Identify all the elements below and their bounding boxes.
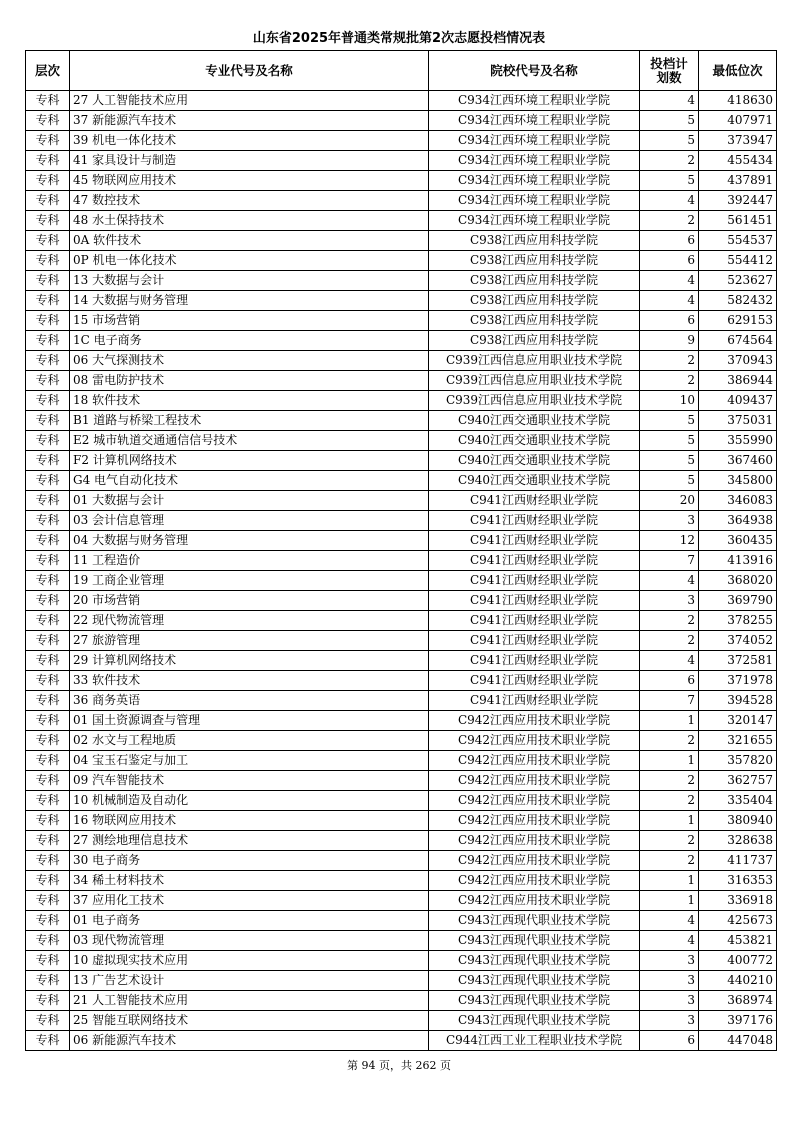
cell-level: 专科 (26, 471, 70, 491)
cell-level: 专科 (26, 291, 70, 311)
cell-plan: 2 (640, 831, 699, 851)
cell-plan: 6 (640, 671, 699, 691)
cell-plan: 4 (640, 271, 699, 291)
cell-plan: 6 (640, 251, 699, 271)
cell-major: 37 应用化工技术 (70, 891, 429, 911)
cell-level: 专科 (26, 171, 70, 191)
page-title: 山东省2025年普通类常规批第2次志愿投档情况表 (252, 31, 546, 46)
cell-plan: 1 (640, 711, 699, 731)
cell-level: 专科 (26, 871, 70, 891)
cell-school: C941江西财经职业学院 (429, 511, 640, 531)
cell-major: B1 道路与桥梁工程技术 (70, 411, 429, 431)
cell-level: 专科 (26, 551, 70, 571)
cell-major: 19 工商企业管理 (70, 571, 429, 591)
table-row (26, 731, 777, 751)
cell-rank: 409437 (699, 391, 777, 411)
cell-rank: 370943 (699, 351, 777, 371)
cell-major: 09 汽车智能技术 (70, 771, 429, 791)
cell-plan: 3 (640, 1011, 699, 1031)
cell-rank: 440210 (699, 971, 777, 991)
cell-major: 01 电子商务 (70, 911, 429, 931)
table-row (26, 791, 777, 811)
cell-major: 41 家具设计与制造 (70, 151, 429, 171)
table-row (26, 191, 777, 211)
cell-major: 02 水文与工程地质 (70, 731, 429, 751)
cell-rank: 321655 (699, 731, 777, 751)
table-row (26, 471, 777, 491)
cell-school: C942江西应用技术职业学院 (429, 811, 640, 831)
cell-major: 27 测绘地理信息技术 (70, 831, 429, 851)
table-row (26, 551, 777, 571)
cell-rank: 368974 (699, 991, 777, 1011)
cell-major: 0P 机电一体化技术 (70, 251, 429, 271)
cell-plan: 1 (640, 751, 699, 771)
cell-school: C941江西财经职业学院 (429, 631, 640, 651)
cell-level: 专科 (26, 691, 70, 711)
cell-plan: 5 (640, 471, 699, 491)
cell-school: C939江西信息应用职业技术学院 (429, 391, 640, 411)
cell-rank: 674564 (699, 331, 777, 351)
cell-school: C941江西财经职业学院 (429, 651, 640, 671)
table-row (26, 951, 777, 971)
header-rank: 最低位次 (699, 51, 777, 91)
cell-rank: 386944 (699, 371, 777, 391)
table-row (26, 111, 777, 131)
cell-plan: 1 (640, 811, 699, 831)
cell-level: 专科 (26, 931, 70, 951)
cell-rank: 345800 (699, 471, 777, 491)
cell-plan: 3 (640, 951, 699, 971)
cell-level: 专科 (26, 331, 70, 351)
cell-plan: 4 (640, 191, 699, 211)
cell-major: G4 电气自动化技术 (70, 471, 429, 491)
cell-rank: 437891 (699, 171, 777, 191)
cell-rank: 360435 (699, 531, 777, 551)
cell-rank: 372581 (699, 651, 777, 671)
cell-plan: 7 (640, 691, 699, 711)
cell-school: C942江西应用技术职业学院 (429, 711, 640, 731)
cell-school: C941江西财经职业学院 (429, 671, 640, 691)
cell-level: 专科 (26, 431, 70, 451)
cell-level: 专科 (26, 851, 70, 871)
cell-level: 专科 (26, 711, 70, 731)
cell-school: C944江西工业工程职业技术学院 (429, 1031, 640, 1051)
cell-level: 专科 (26, 231, 70, 251)
cell-plan: 2 (640, 211, 699, 231)
cell-major: 30 电子商务 (70, 851, 429, 871)
cell-plan: 5 (640, 431, 699, 451)
cell-major: 04 宝玉石鉴定与加工 (70, 751, 429, 771)
cell-major: 48 水土保持技术 (70, 211, 429, 231)
cell-plan: 5 (640, 451, 699, 471)
cell-school: C938江西应用科技学院 (429, 291, 640, 311)
cell-rank: 413916 (699, 551, 777, 571)
cell-level: 专科 (26, 151, 70, 171)
cell-level: 专科 (26, 631, 70, 651)
cell-rank: 453821 (699, 931, 777, 951)
cell-major: 27 旅游管理 (70, 631, 429, 651)
cell-plan: 10 (640, 391, 699, 411)
cell-school: C942江西应用技术职业学院 (429, 791, 640, 811)
cell-major: 03 现代物流管理 (70, 931, 429, 951)
cell-level: 专科 (26, 591, 70, 611)
cell-major: 0A 软件技术 (70, 231, 429, 251)
cell-school: C943江西现代职业技术学院 (429, 991, 640, 1011)
cell-plan: 12 (640, 531, 699, 551)
cell-school: C940江西交通职业技术学院 (429, 471, 640, 491)
table-row (26, 151, 777, 171)
cell-school: C942江西应用技术职业学院 (429, 891, 640, 911)
cell-school: C941江西财经职业学院 (429, 491, 640, 511)
table-row (26, 971, 777, 991)
table-row (26, 771, 777, 791)
table-row (26, 171, 777, 191)
cell-level: 专科 (26, 211, 70, 231)
cell-major: 16 物联网应用技术 (70, 811, 429, 831)
cell-plan: 5 (640, 171, 699, 191)
header-plan: 投档计划数 (640, 51, 699, 91)
cell-level: 专科 (26, 531, 70, 551)
page-footer: 第 94 页，共 262 页 (347, 1059, 451, 1072)
cell-major: 33 软件技术 (70, 671, 429, 691)
cell-school: C942江西应用技术职业学院 (429, 751, 640, 771)
cell-school: C934江西环境工程职业学院 (429, 171, 640, 191)
cell-level: 专科 (26, 451, 70, 471)
cell-level: 专科 (26, 311, 70, 331)
cell-rank: 582432 (699, 291, 777, 311)
cell-school: C938江西应用科技学院 (429, 271, 640, 291)
cell-rank: 400772 (699, 951, 777, 971)
cell-major: 21 人工智能技术应用 (70, 991, 429, 1011)
cell-major: 04 大数据与财务管理 (70, 531, 429, 551)
cell-major: 11 工程造价 (70, 551, 429, 571)
cell-school: C934江西环境工程职业学院 (429, 211, 640, 231)
table-row (26, 271, 777, 291)
cell-rank: 425673 (699, 911, 777, 931)
cell-major: 1C 电子商务 (70, 331, 429, 351)
cell-plan: 3 (640, 591, 699, 611)
cell-level: 专科 (26, 411, 70, 431)
cell-school: C941江西财经职业学院 (429, 551, 640, 571)
table-row (26, 231, 777, 251)
cell-school: C934江西环境工程职业学院 (429, 91, 640, 111)
cell-level: 专科 (26, 751, 70, 771)
cell-plan: 5 (640, 411, 699, 431)
cell-school: C943江西现代职业技术学院 (429, 951, 640, 971)
cell-rank: 418630 (699, 91, 777, 111)
cell-plan: 4 (640, 651, 699, 671)
cell-plan: 2 (640, 851, 699, 871)
cell-plan: 6 (640, 231, 699, 251)
table-row (26, 311, 777, 331)
table-row (26, 611, 777, 631)
cell-major: 27 人工智能技术应用 (70, 91, 429, 111)
cell-plan: 2 (640, 631, 699, 651)
cell-school: C941江西财经职业学院 (429, 611, 640, 631)
table-row (26, 991, 777, 1011)
cell-level: 专科 (26, 491, 70, 511)
cell-rank: 378255 (699, 611, 777, 631)
cell-major: 14 大数据与财务管理 (70, 291, 429, 311)
table-row (26, 451, 777, 471)
cell-plan: 4 (640, 911, 699, 931)
cell-school: C934江西环境工程职业学院 (429, 151, 640, 171)
cell-rank: 316353 (699, 871, 777, 891)
cell-major: 15 市场营销 (70, 311, 429, 331)
cell-school: C938江西应用科技学院 (429, 311, 640, 331)
cell-major: 10 虚拟现实技术应用 (70, 951, 429, 971)
cell-level: 专科 (26, 971, 70, 991)
cell-school: C941江西财经职业学院 (429, 691, 640, 711)
table-row (26, 911, 777, 931)
cell-school: C942江西应用技术职业学院 (429, 771, 640, 791)
cell-rank: 455434 (699, 151, 777, 171)
cell-plan: 4 (640, 571, 699, 591)
cell-rank: 523627 (699, 271, 777, 291)
cell-school: C938江西应用科技学院 (429, 251, 640, 271)
cell-rank: 369790 (699, 591, 777, 611)
cell-level: 专科 (26, 891, 70, 911)
table-row (26, 371, 777, 391)
cell-school: C943江西现代职业技术学院 (429, 971, 640, 991)
cell-major: 06 新能源汽车技术 (70, 1031, 429, 1051)
cell-plan: 4 (640, 931, 699, 951)
cell-rank: 394528 (699, 691, 777, 711)
cell-school: C943江西现代职业技术学院 (429, 911, 640, 931)
table-row (26, 91, 777, 111)
table-row (26, 891, 777, 911)
cell-level: 专科 (26, 571, 70, 591)
cell-school: C940江西交通职业技术学院 (429, 451, 640, 471)
cell-school: C943江西现代职业技术学院 (429, 1011, 640, 1031)
cell-level: 专科 (26, 131, 70, 151)
cell-rank: 371978 (699, 671, 777, 691)
cell-plan: 1 (640, 891, 699, 911)
cell-school: C938江西应用科技学院 (429, 231, 640, 251)
cell-major: 06 大气探测技术 (70, 351, 429, 371)
cell-level: 专科 (26, 91, 70, 111)
cell-major: 45 物联网应用技术 (70, 171, 429, 191)
cell-school: C934江西环境工程职业学院 (429, 191, 640, 211)
table-row (26, 631, 777, 651)
table-row (26, 411, 777, 431)
cell-rank: 367460 (699, 451, 777, 471)
cell-rank: 411737 (699, 851, 777, 871)
cell-rank: 407971 (699, 111, 777, 131)
cell-level: 专科 (26, 791, 70, 811)
table-row (26, 491, 777, 511)
cell-rank: 554537 (699, 231, 777, 251)
cell-plan: 1 (640, 871, 699, 891)
cell-major: 39 机电一体化技术 (70, 131, 429, 151)
table-row (26, 571, 777, 591)
cell-rank: 629153 (699, 311, 777, 331)
cell-major: 10 机械制造及自动化 (70, 791, 429, 811)
cell-school: C938江西应用科技学院 (429, 331, 640, 351)
cell-level: 专科 (26, 771, 70, 791)
table-row (26, 871, 777, 891)
cell-school: C940江西交通职业技术学院 (429, 411, 640, 431)
cell-school: C941江西财经职业学院 (429, 571, 640, 591)
cell-school: C934江西环境工程职业学院 (429, 111, 640, 131)
cell-plan: 2 (640, 351, 699, 371)
cell-plan: 4 (640, 291, 699, 311)
cell-rank: 374052 (699, 631, 777, 651)
cell-school: C934江西环境工程职业学院 (429, 131, 640, 151)
cell-rank: 373947 (699, 131, 777, 151)
cell-plan: 5 (640, 131, 699, 151)
cell-major: 29 计算机网络技术 (70, 651, 429, 671)
cell-level: 专科 (26, 111, 70, 131)
cell-school: C942江西应用技术职业学院 (429, 731, 640, 751)
table-row (26, 811, 777, 831)
cell-level: 专科 (26, 611, 70, 631)
cell-plan: 2 (640, 611, 699, 631)
cell-plan: 2 (640, 771, 699, 791)
cell-plan: 2 (640, 371, 699, 391)
cell-level: 专科 (26, 371, 70, 391)
cell-level: 专科 (26, 951, 70, 971)
cell-plan: 5 (640, 111, 699, 131)
cell-major: 34 稀土材料技术 (70, 871, 429, 891)
header-level: 层次 (26, 51, 70, 91)
cell-school: C940江西交通职业技术学院 (429, 431, 640, 451)
cell-rank: 362757 (699, 771, 777, 791)
cell-rank: 561451 (699, 211, 777, 231)
cell-major: 01 大数据与会计 (70, 491, 429, 511)
table-row (26, 751, 777, 771)
cell-level: 专科 (26, 1031, 70, 1051)
cell-major: 03 会计信息管理 (70, 511, 429, 531)
cell-rank: 357820 (699, 751, 777, 771)
table-row (26, 351, 777, 371)
cell-plan: 9 (640, 331, 699, 351)
table-row (26, 1011, 777, 1031)
cell-plan: 7 (640, 551, 699, 571)
cell-level: 专科 (26, 671, 70, 691)
cell-major: F2 计算机网络技术 (70, 451, 429, 471)
table-row (26, 691, 777, 711)
header-school: 院校代号及名称 (429, 51, 640, 91)
cell-plan: 2 (640, 731, 699, 751)
cell-rank: 447048 (699, 1031, 777, 1051)
cell-rank: 328638 (699, 831, 777, 851)
cell-level: 专科 (26, 731, 70, 751)
cell-rank: 355990 (699, 431, 777, 451)
cell-level: 专科 (26, 991, 70, 1011)
cell-major: 22 现代物流管理 (70, 611, 429, 631)
cell-school: C942江西应用技术职业学院 (429, 831, 640, 851)
table-row (26, 211, 777, 231)
cell-plan: 6 (640, 311, 699, 331)
cell-rank: 554412 (699, 251, 777, 271)
cell-rank: 336918 (699, 891, 777, 911)
table-row (26, 331, 777, 351)
cell-major: 18 软件技术 (70, 391, 429, 411)
cell-plan: 3 (640, 991, 699, 1011)
cell-level: 专科 (26, 911, 70, 931)
cell-level: 专科 (26, 271, 70, 291)
table-header-row (26, 51, 777, 91)
cell-major: 08 雷电防护技术 (70, 371, 429, 391)
cell-plan: 3 (640, 511, 699, 531)
cell-level: 专科 (26, 391, 70, 411)
cell-rank: 346083 (699, 491, 777, 511)
cell-rank: 375031 (699, 411, 777, 431)
cell-level: 专科 (26, 511, 70, 531)
cell-plan: 6 (640, 1031, 699, 1051)
cell-school: C941江西财经职业学院 (429, 591, 640, 611)
header-major: 专业代号及名称 (70, 51, 429, 91)
table-row (26, 591, 777, 611)
table-row (26, 511, 777, 531)
table-row (26, 431, 777, 451)
cell-level: 专科 (26, 831, 70, 851)
cell-major: 20 市场营销 (70, 591, 429, 611)
cell-rank: 380940 (699, 811, 777, 831)
cell-plan: 3 (640, 971, 699, 991)
cell-major: E2 城市轨道交通通信信号技术 (70, 431, 429, 451)
cell-level: 专科 (26, 351, 70, 371)
cell-rank: 364938 (699, 511, 777, 531)
table-row (26, 671, 777, 691)
cell-school: C942江西应用技术职业学院 (429, 851, 640, 871)
cell-major: 01 国土资源调查与管理 (70, 711, 429, 731)
table-row (26, 131, 777, 151)
cell-major: 47 数控技术 (70, 191, 429, 211)
cell-school: C939江西信息应用职业技术学院 (429, 351, 640, 371)
table-row (26, 531, 777, 551)
cell-plan: 2 (640, 151, 699, 171)
cell-school: C943江西现代职业技术学院 (429, 931, 640, 951)
cell-rank: 368020 (699, 571, 777, 591)
cell-rank: 392447 (699, 191, 777, 211)
cell-plan: 20 (640, 491, 699, 511)
cell-major: 25 智能互联网络技术 (70, 1011, 429, 1031)
table-row (26, 931, 777, 951)
cell-rank: 397176 (699, 1011, 777, 1031)
admission-table (25, 50, 777, 1051)
cell-school: C939江西信息应用职业技术学院 (429, 371, 640, 391)
table-row (26, 391, 777, 411)
cell-rank: 320147 (699, 711, 777, 731)
table-row (26, 1031, 777, 1051)
table-row (26, 711, 777, 731)
cell-level: 专科 (26, 191, 70, 211)
cell-level: 专科 (26, 251, 70, 271)
table-row (26, 651, 777, 671)
table-row (26, 251, 777, 271)
cell-level: 专科 (26, 811, 70, 831)
cell-plan: 4 (640, 91, 699, 111)
cell-major: 13 大数据与会计 (70, 271, 429, 291)
cell-major: 13 广告艺术设计 (70, 971, 429, 991)
cell-rank: 335404 (699, 791, 777, 811)
cell-major: 37 新能源汽车技术 (70, 111, 429, 131)
table-row (26, 831, 777, 851)
cell-school: C942江西应用技术职业学院 (429, 871, 640, 891)
cell-level: 专科 (26, 651, 70, 671)
cell-plan: 2 (640, 791, 699, 811)
cell-school: C941江西财经职业学院 (429, 531, 640, 551)
table-row (26, 851, 777, 871)
cell-major: 36 商务英语 (70, 691, 429, 711)
cell-level: 专科 (26, 1011, 70, 1031)
table-row (26, 291, 777, 311)
